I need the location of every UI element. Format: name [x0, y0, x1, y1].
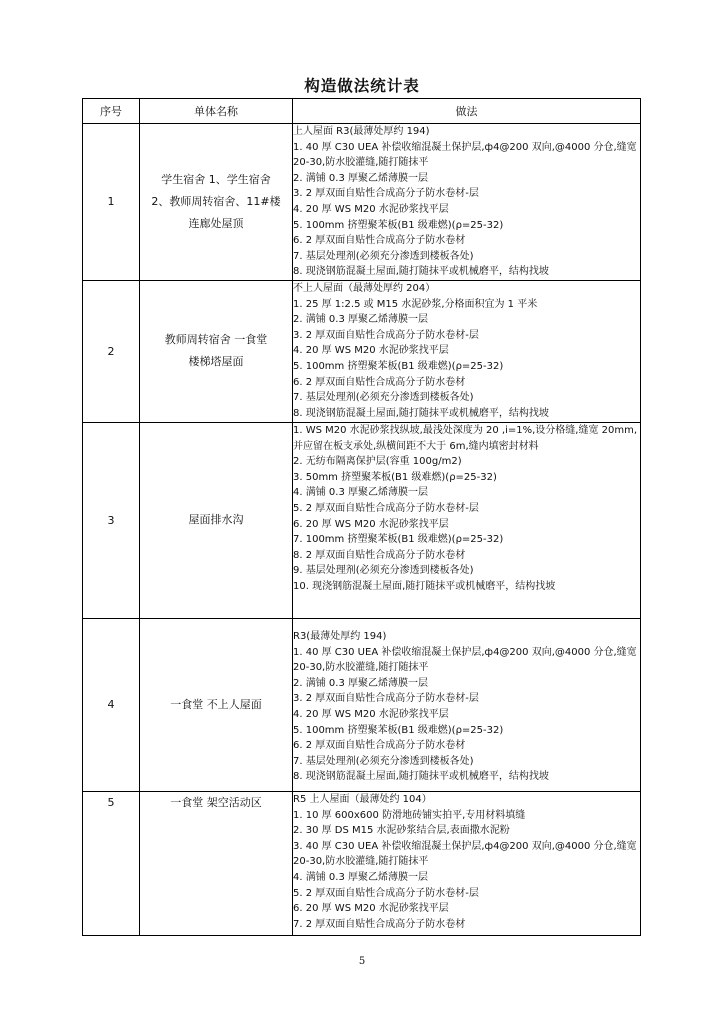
- header-method: 做法: [293, 99, 641, 124]
- method-step: 6. 2 厚双面自贴性合成高分子防水卷材: [293, 376, 466, 388]
- method-step: 1. 40 厚 C30 UEA 补偿收缩混凝土保护层,ф4@200 双向,@4000 分仓,缝宽 20-30,防水胶灌缝,随打随抹平: [293, 646, 637, 674]
- method-step: 4. 20 厚 WS M20 水泥砂浆找平层: [293, 708, 449, 720]
- method-step: 4. 20 厚 WS M20 水泥砂浆找平层: [293, 345, 449, 357]
- method-step: 2. 满铺 0.3 厚聚乙烯薄膜一层: [293, 677, 428, 689]
- row-index: 3: [83, 422, 140, 618]
- method-step: 10. 现浇钢筋混凝土屋面,随打随抹平或机械磨平，结构找坡: [293, 580, 556, 592]
- header-index: 序号: [83, 99, 140, 124]
- row-unit-name: [140, 124, 293, 281]
- row-index: 5: [83, 791, 140, 935]
- method-step: 4. 满铺 0.3 厚聚乙烯薄膜一层: [293, 487, 428, 499]
- construction-method-table: [82, 98, 641, 936]
- row-method: [293, 791, 641, 935]
- unit-name-line: 一食堂 架空活动区: [170, 795, 262, 809]
- row-method: [293, 422, 641, 618]
- method-step: 2. 满铺 0.3 厚聚乙烯薄膜一层: [293, 172, 428, 184]
- method-step: R5 上人屋面（最薄处约 104）: [293, 793, 432, 805]
- method-step: 2. 30 厚 DS M15 水泥砂浆结合层,表面撒水泥粉: [293, 825, 510, 837]
- row-unit-name: [140, 791, 293, 935]
- unit-name-line: 楼梯塔屋面: [188, 355, 244, 369]
- method-step: 8. 现浇钢筋混凝土屋面,随打随抹平或机械磨平，结构找坡: [293, 266, 549, 278]
- method-step: 9. 基层处理剂(必须充分渗透到楼板各处): [293, 565, 474, 577]
- unit-name-line: 学生宿舍 1、学生宿舍: [161, 172, 271, 186]
- method-step: 上人屋面 R3(最薄处厚约 194): [293, 126, 430, 137]
- method-step: 5. 2 厚双面自贴性合成高分子防水卷材-层: [293, 502, 479, 514]
- table-row: [83, 280, 641, 422]
- row-method: [293, 280, 641, 422]
- method-step: 6. 20 厚 WS M20 水泥砂浆找平层: [293, 518, 449, 530]
- method-step: 5. 100mm 挤塑聚苯板(B1 级难燃)(ρ=25-32): [293, 360, 504, 372]
- row-method: [293, 618, 641, 791]
- method-step: 3. 40 厚 C30 UEA 补偿收缩混凝土保护层,ф4@200 双向,@4000 分仓,缝宽 20-30,防水胶灌缝,随打随抹平: [293, 840, 637, 868]
- method-step: 7. 基层处理剂(必须充分渗透到楼板各处): [293, 755, 474, 767]
- row-method: [293, 124, 641, 281]
- method-step: 5. 2 厚双面自贴性合成高分子防水卷材-层: [293, 887, 479, 899]
- method-step: 1. 25 厚 1:2.5 或 M15 水泥砂浆,分格面积宜为 1 平米: [293, 298, 538, 310]
- row-unit-name: [140, 280, 293, 422]
- method-step: 8. 2 厚双面自贴性合成高分子防水卷材: [293, 549, 466, 561]
- row-index: 4: [83, 618, 140, 791]
- method-step: 7. 基层处理剂(必须充分渗透到楼板各处): [293, 392, 474, 404]
- method-step: 1. WS M20 水泥砂浆找纵坡,最浅处深度为 20 ,i=1%,设分格缝,缝宽 20mm,并应留在板支承处,纵横间距不大于 6m,缝内填密封材料: [293, 424, 638, 452]
- method-step: 3. 2 厚双面自贴性合成高分子防水卷材-层: [293, 329, 479, 341]
- table-row: [83, 422, 641, 618]
- row-unit-name: [140, 422, 293, 618]
- method-step: 1. 10 厚 600x600 防滑地砖铺实拍平,专用材料填缝: [293, 809, 526, 821]
- method-step: 8. 现浇钢筋混凝土屋面,随打随抹平或机械磨平，结构找坡: [293, 771, 549, 783]
- method-step: 6. 2 厚双面自贴性合成高分子防水卷材: [293, 235, 466, 247]
- table-body: [83, 124, 641, 936]
- table-title: 构造做法统计表: [304, 77, 420, 95]
- method-step: 5. 100mm 挤塑聚苯板(B1 级难燃)(ρ=25-32): [293, 724, 504, 736]
- method-step: 7. 2 厚双面自贴性合成高分子防水卷材: [293, 918, 466, 930]
- method-step: 2. 无纺布隔离保护层(容重 100g/m2): [293, 456, 462, 468]
- method-step: 3. 50mm 挤塑聚苯板(B1 级难燃)(ρ=25-32): [293, 471, 497, 483]
- method-step: 7. 100mm 挤塑聚苯板(B1 级难燃)(ρ=25-32): [293, 534, 504, 546]
- unit-name-line: 2、教师周转宿舍、11#楼: [151, 194, 281, 208]
- row-index: 2: [83, 280, 140, 422]
- method-step: 1. 40 厚 C30 UEA 补偿收缩混凝土保护层,ф4@200 双向,@4000 分仓,缝宽 20-30,防水胶灌缝,随打随抹平: [293, 141, 637, 169]
- page-number: 5: [358, 956, 366, 967]
- method-step: 3. 2 厚双面自贴性合成高分子防水卷材-层: [293, 693, 479, 705]
- method-step: 不上人屋面（最薄处厚约 204）: [293, 282, 436, 294]
- table-header-row: [83, 99, 641, 124]
- method-step: 7. 基层处理剂(必须充分渗透到楼板各处): [293, 250, 474, 262]
- row-unit-name: [140, 618, 293, 791]
- method-step: 3. 2 厚双面自贴性合成高分子防水卷材-层: [293, 188, 479, 200]
- method-step: 4. 20 厚 WS M20 水泥砂浆找平层: [293, 203, 449, 215]
- method-step: 8. 现浇钢筋混凝土屋面,随打随抹平或机械磨平，结构找坡: [293, 407, 549, 419]
- unit-name-line: 教师周转宿舍 一食堂: [164, 333, 268, 347]
- method-step: 6. 20 厚 WS M20 水泥砂浆找平层: [293, 903, 449, 915]
- table-row: [83, 791, 641, 935]
- table-row: [83, 618, 641, 791]
- method-step: 6. 2 厚双面自贴性合成高分子防水卷材: [293, 740, 466, 752]
- unit-name-line: 屋面排水沟: [188, 513, 244, 527]
- table-row: [83, 124, 641, 281]
- header-unit-name: 单体名称: [140, 99, 293, 124]
- method-step: 2. 满铺 0.3 厚聚乙烯薄膜一层: [293, 314, 428, 326]
- row-index: 1: [83, 124, 140, 281]
- unit-name-line: 一食堂 不上人屋面: [170, 697, 262, 711]
- method-step: 5. 100mm 挤塑聚苯板(B1 级难燃)(ρ=25-32): [293, 219, 504, 231]
- method-step: 4. 满铺 0.3 厚聚乙烯薄膜一层: [293, 871, 428, 883]
- unit-name-line: 连廊处屋顶: [188, 216, 244, 230]
- method-step: R3(最薄处厚约 194): [293, 630, 387, 642]
